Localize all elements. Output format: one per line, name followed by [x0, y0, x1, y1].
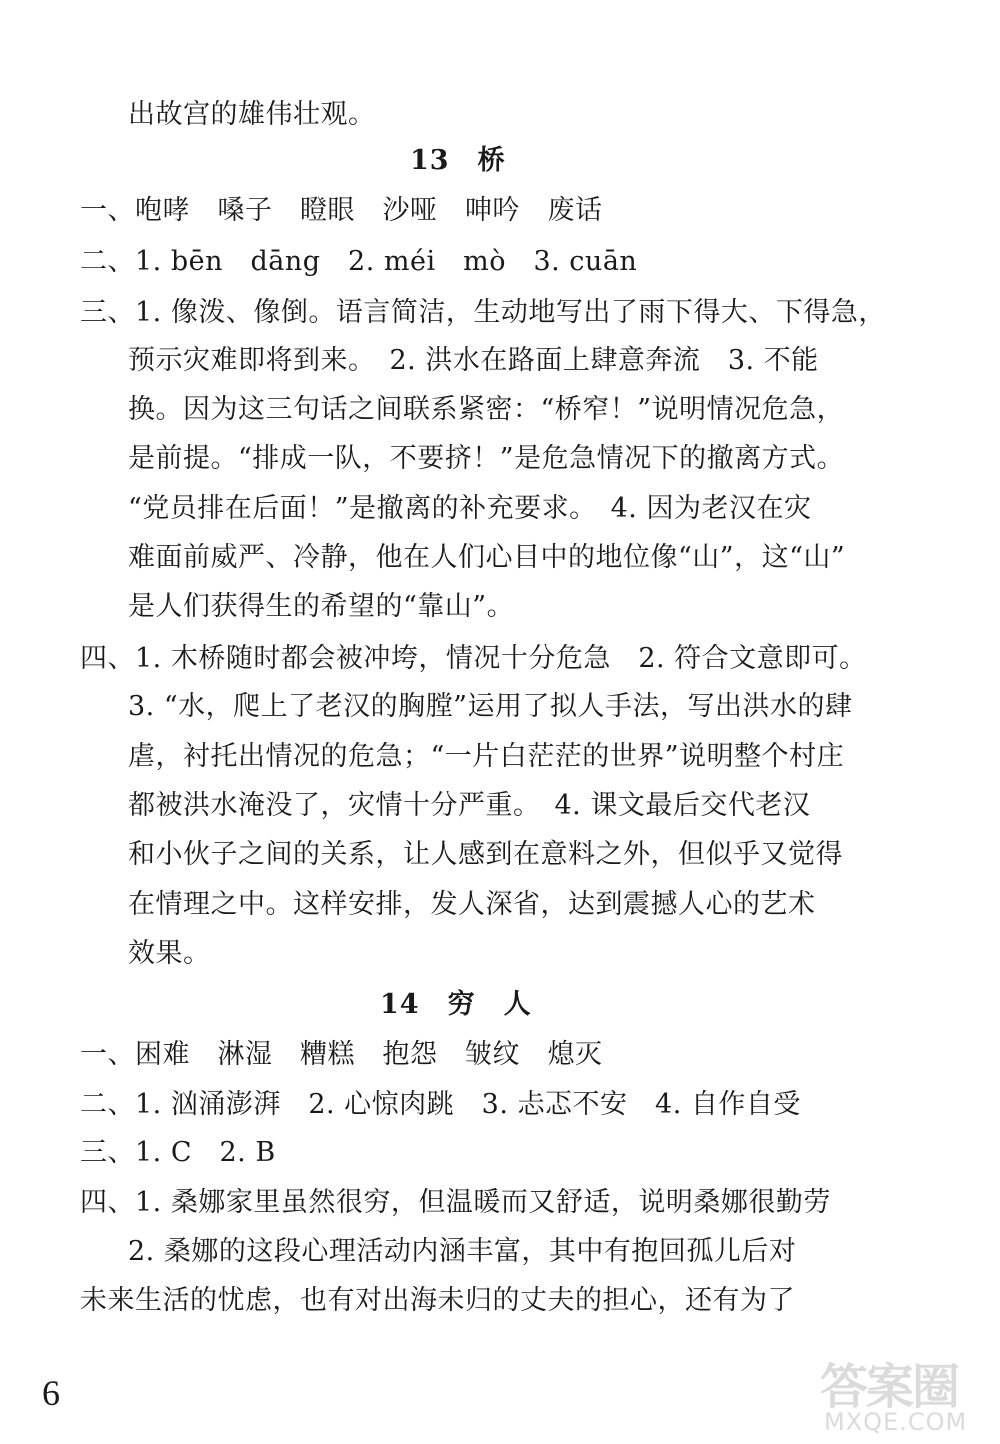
- text-line: 都被洪水淹没了，灾情十分严重。 4. 课文最后交代老汉: [128, 790, 811, 821]
- text-line: 效果。: [128, 938, 211, 969]
- text-line: 一、困难 淋湿 糟糕 抱怨 皱纹 熄灭: [80, 1039, 603, 1070]
- page-number: 6: [42, 1373, 60, 1413]
- watermark-logo-text: 答案圈: [820, 1359, 959, 1415]
- text-line: 未来生活的忧虑，也有对出海未归的丈夫的担心，还有为了: [80, 1285, 795, 1316]
- text-line: 在情理之中。这样安排，发人深省，达到震撼人心的艺术: [128, 889, 816, 920]
- watermark-logo: [820, 1348, 990, 1440]
- text-line: 三、1. C 2. B: [80, 1137, 276, 1168]
- text-line: 二、1. bēn dāng 2. méi mò 3. cuān: [80, 246, 638, 277]
- text-line: 是人们获得生的希望的“靠山”。: [128, 591, 515, 622]
- section-title-14: 14 穷 人: [380, 989, 532, 1020]
- text-line: 2. 桑娜的这段心理活动内涵丰富，其中有抱回孤儿后对: [128, 1236, 797, 1267]
- text-line: 四、1. 木桥随时都会被冲垮，情况十分危急 2. 符合文意即可。: [80, 643, 867, 674]
- text-line: 换。因为这三句话之间联系紧密：“桥窄！”说明情况危急，: [128, 394, 845, 425]
- watermark-url: MXQE.COM: [824, 1408, 968, 1436]
- text-line: 二、1. 汹涌澎湃 2. 心惊肉跳 3. 忐忑不安 4. 自作自受: [80, 1089, 801, 1120]
- text-line: 一、咆哮 嗓子 瞪眼 沙哑 呻吟 废话: [80, 195, 603, 226]
- text-line: 3. “水，爬上了老汉的胸膛”运用了拟人手法，写出洪水的肆: [128, 691, 853, 722]
- text-line: 和小伙子之间的关系，让人感到在意料之外，但似乎又觉得: [128, 839, 843, 870]
- text-line: 出故宫的雄伟壮观。: [128, 99, 376, 130]
- text-line: 三、1. 像泼、像倒。语言简洁，生动地写出了雨下得大、下得急，: [80, 297, 886, 328]
- text-line: 四、1. 桑娜家里虽然很穷，但温暖而又舒适，说明桑娜很勤劳: [80, 1187, 831, 1218]
- text-line: 是前提。“排成一队，不要挤！”是危急情况下的撤离方式。: [128, 443, 845, 474]
- text-line: 预示灾难即将到来。 2. 洪水在路面上肆意奔流 3. 不能: [128, 345, 819, 376]
- section-title-13: 13 桥: [410, 145, 506, 176]
- text-line: 难面前威严、冷静，他在人们心目中的地位像“山”，这“山”: [128, 542, 846, 573]
- text-line: “党员排在后面！”是撤离的补充要求。 4. 因为老汉在灾: [128, 493, 812, 524]
- text-line: 虐，衬托出情况的危急；“一片白茫茫的世界”说明整个村庄: [128, 741, 845, 772]
